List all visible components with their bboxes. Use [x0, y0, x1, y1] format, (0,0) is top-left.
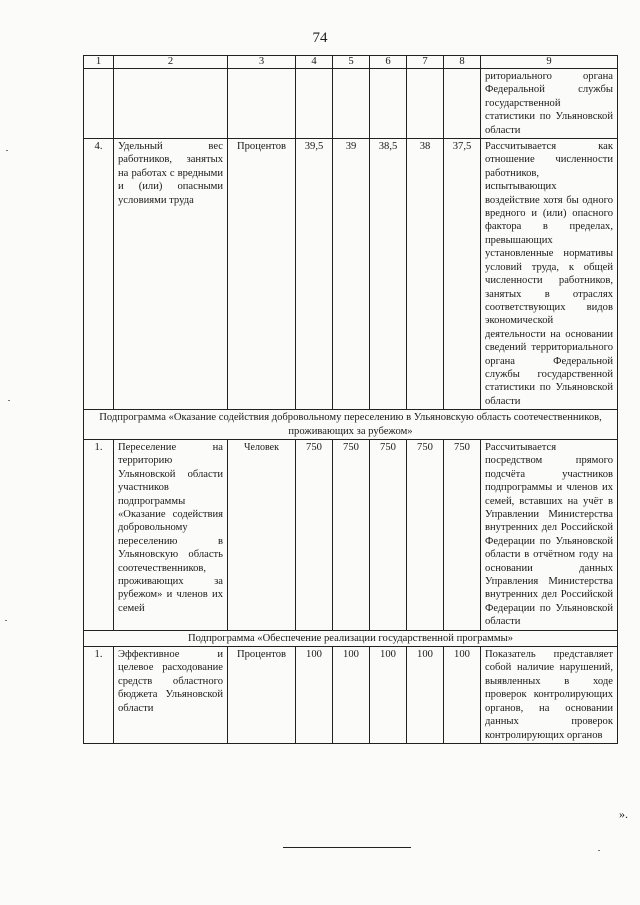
value-cell: 38	[407, 139, 444, 410]
column-header: 6	[370, 56, 407, 69]
value-cell: 37,5	[444, 139, 481, 410]
column-header: 7	[407, 56, 444, 69]
closing-quote-mark: ».	[619, 807, 628, 821]
unit: Процентов	[228, 139, 296, 410]
value-cell: 39,5	[296, 139, 333, 410]
value-cell: 750	[333, 439, 370, 630]
value-cell: 750	[407, 439, 444, 630]
value-cell: 100	[296, 647, 333, 744]
value-cell: 750	[296, 439, 333, 630]
column-header-row	[84, 56, 618, 69]
unit: Процентов	[228, 647, 296, 744]
bottom-divider	[283, 847, 411, 848]
indicators-table	[83, 55, 618, 744]
value-cell: 750	[370, 439, 407, 630]
scan-speck	[598, 850, 600, 851]
value-cell: 100	[407, 647, 444, 744]
column-header: 4	[296, 56, 333, 69]
page-number: 74	[312, 30, 328, 46]
column-header: 2	[114, 56, 228, 69]
column-header: 1	[84, 56, 114, 69]
unit: Человек	[228, 439, 296, 630]
scan-speck	[6, 150, 8, 151]
row-number: 1.	[84, 647, 114, 744]
indicator-name: Эффективное и целевое расходование средств областного бюджета Ульяновской области	[114, 647, 228, 744]
subprogram-title: Подпрограмма «Обеспечение реализации государственной программы»	[84, 630, 618, 646]
column-header: 5	[333, 56, 370, 69]
value-cell: 38,5	[370, 139, 407, 410]
method-description: Показатель представляет собой наличие нарушений, выявленных в ходе проверок контролирующих органов, на основании данных проверок контролирующих органов	[481, 647, 618, 744]
value-cell: 100	[333, 647, 370, 744]
continuation-row	[84, 69, 618, 139]
table-row	[84, 439, 618, 630]
table-row	[84, 647, 618, 744]
indicator-name: Удельный вес работников, занятых на работах с вредными и (или) опасными условиями труда	[114, 139, 228, 410]
row-number: 4.	[84, 139, 114, 410]
method-description: риториального органа Федеральной службы государственной статистики по Ульяновской области	[481, 69, 618, 139]
column-header: 9	[481, 56, 618, 69]
value-cell: 100	[444, 647, 481, 744]
method-description: Рассчитывается посредством прямого подсчёта участников подпрограммы и членов их семей, вставших на учёт в Управлении Министерства внутренних дел Российской Федерации по Ульяновской области в отчётном году на основании данных Управления Министерства внутренних дел Российской Федерации по Ульяновской области	[481, 439, 618, 630]
subprogram-title: Подпрограмма «Оказание содействия добровольному переселению в Ульяновскую область соотечественников, проживающих за рубежом»	[84, 410, 618, 440]
indicator-name: Переселение на территорию Ульяновской области участников подпрограммы «Оказание содействия добровольному переселению в Ульяновскую область соотечественников, проживающих за рубежом» и членов их семей	[114, 439, 228, 630]
row-number: 1.	[84, 439, 114, 630]
subprogram-heading-row	[84, 630, 618, 646]
method-description: Рассчитывается как отношение численности работников, испытывающих воздействие хотя бы одного вредного и (или) опасного фактора в пределах, превышающих установленные нормативы условий труда, к общей численности работников, занятых в отраслях соответствующих видов экономической деятельности на основании сведений территориального органа Федеральной службы государственной статистики по Ульяновской области	[481, 139, 618, 410]
value-cell: 39	[333, 139, 370, 410]
column-header: 3	[228, 56, 296, 69]
scan-speck	[5, 620, 7, 621]
scan-speck	[8, 400, 10, 401]
column-header: 8	[444, 56, 481, 69]
table-row	[84, 139, 618, 410]
value-cell: 750	[444, 439, 481, 630]
value-cell: 100	[370, 647, 407, 744]
subprogram-heading-row	[84, 410, 618, 440]
